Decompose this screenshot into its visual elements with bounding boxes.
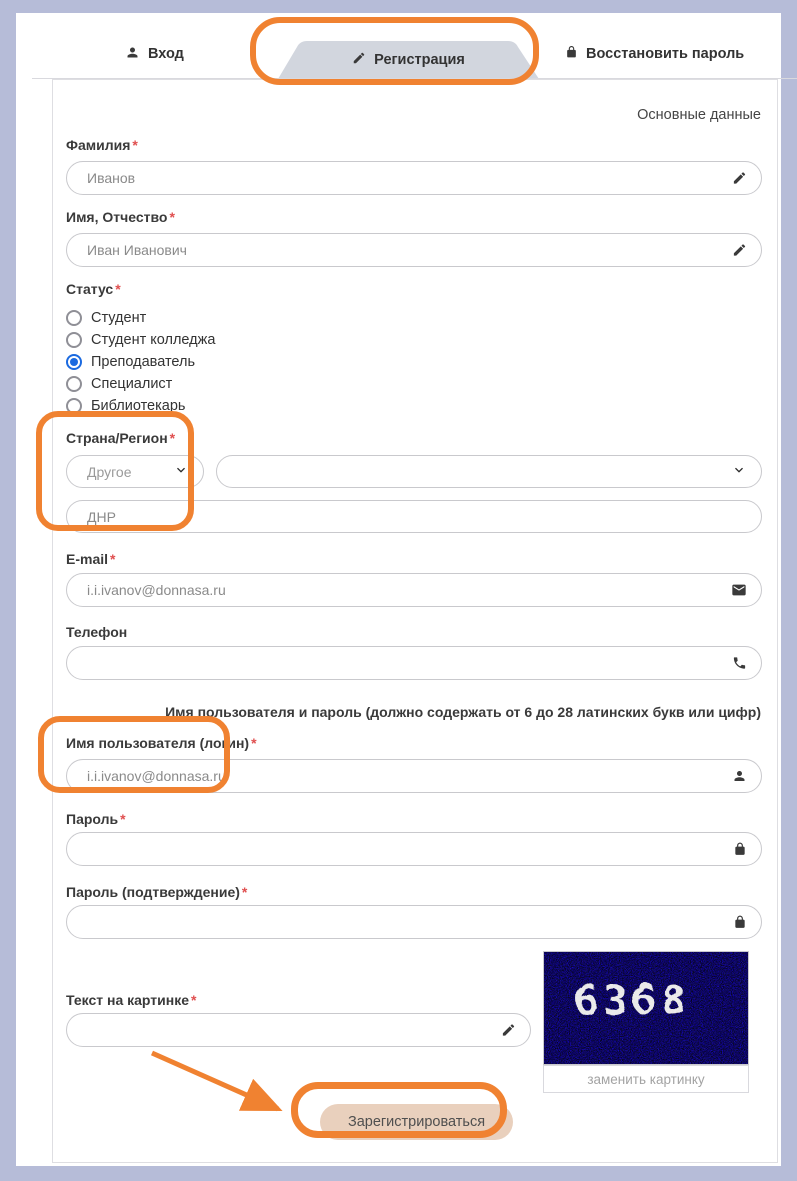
captcha-label: Текст на картинке * — [66, 992, 197, 1008]
radio-college-student[interactable]: Студент колледжа — [66, 329, 215, 351]
password-label: Пароль * — [66, 811, 126, 827]
radio-icon — [66, 398, 82, 414]
login-label: Имя пользователя (логин) * — [66, 735, 257, 751]
phone-icon — [732, 656, 747, 671]
password-input[interactable] — [66, 832, 762, 866]
radio-icon — [66, 310, 82, 326]
pencil-icon — [732, 243, 747, 258]
captcha-code: 6368 — [572, 976, 689, 1022]
lock-icon — [733, 915, 747, 930]
page-background — [16, 13, 781, 1166]
password-confirm-input[interactable] — [66, 905, 762, 939]
region-select[interactable] — [216, 455, 762, 488]
firstname-label: Имя, Отчество * — [66, 209, 175, 225]
form-panel — [52, 79, 778, 1163]
lastname-label: Фамилия * — [66, 137, 138, 153]
lock-icon — [733, 842, 747, 857]
radio-librarian[interactable]: Библиотекарь — [66, 395, 215, 417]
status-label: Статус * — [66, 281, 121, 297]
pencil-icon — [732, 171, 747, 186]
firstname-input[interactable] — [66, 233, 762, 267]
phone-input[interactable] — [66, 646, 762, 680]
tab-login[interactable] — [125, 43, 184, 65]
radio-student[interactable]: Студент — [66, 307, 215, 329]
person-icon — [125, 45, 140, 64]
register-button[interactable]: Зарегистрироваться — [320, 1104, 513, 1140]
country-label: Страна/Регион * — [66, 430, 176, 446]
lock-icon — [565, 45, 578, 63]
country-select[interactable]: Другое — [66, 455, 204, 488]
phone-label: Телефон — [66, 624, 128, 640]
pencil-icon — [501, 1023, 516, 1038]
credentials-note: Имя пользователя и пароль (должно содержать от 6 до 28 латинских букв или цифр) — [165, 704, 761, 720]
captcha-input[interactable] — [66, 1013, 531, 1047]
envelope-icon — [731, 582, 747, 598]
tab-login-label: Вход — [148, 46, 184, 62]
country-other-input[interactable] — [66, 500, 762, 533]
tab-restore-label: Восстановить пароль — [586, 46, 745, 62]
email-label: E-mail * — [66, 551, 116, 567]
captcha-image[interactable] — [543, 951, 749, 1065]
chevron-down-icon — [173, 462, 189, 481]
radio-icon — [66, 376, 82, 392]
person-icon — [732, 769, 747, 784]
radio-teacher[interactable]: Преподаватель — [66, 351, 215, 373]
chevron-down-icon — [731, 462, 747, 481]
radio-selected-icon — [66, 354, 82, 370]
pencil-icon — [352, 51, 366, 69]
login-input[interactable] — [66, 759, 762, 793]
tab-restore[interactable] — [565, 43, 744, 65]
radio-icon — [66, 332, 82, 348]
radio-specialist[interactable]: Специалист — [66, 373, 215, 395]
status-radio-group — [66, 307, 215, 417]
password-confirm-label: Пароль (подтверждение) * — [66, 884, 248, 900]
section-heading: Основные данные — [637, 107, 761, 123]
captcha-replace-link[interactable]: заменить картинку — [543, 1065, 749, 1093]
tab-register[interactable] — [278, 41, 539, 79]
tab-register-label: Регистрация — [374, 52, 465, 68]
email-input[interactable] — [66, 573, 762, 607]
lastname-input[interactable] — [66, 161, 762, 195]
